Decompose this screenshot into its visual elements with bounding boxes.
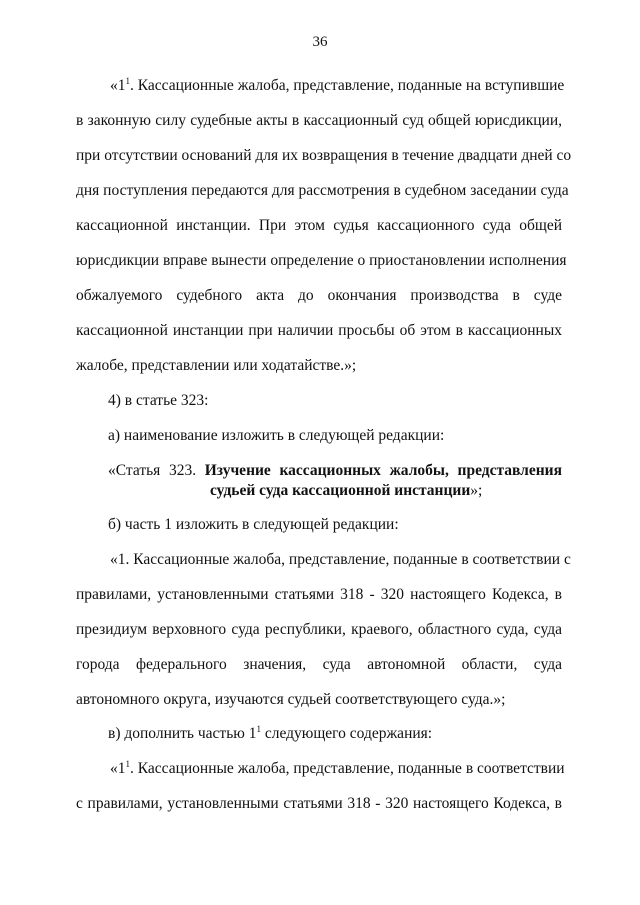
paragraph-1-line-7: обжалуемого судебного акта до окончания производства в суде [76,287,562,304]
article-heading-line-1 [108,461,562,481]
item-4-text: 4) в статье 323: [108,392,209,409]
paragraph-1-line-6: юрисдикции вправе вынести определение о приостановлении исполнения [76,252,567,269]
paragraph-1-line-8: кассационной инстанции при наличии просьбы об этом в кассационных [76,322,562,339]
paragraph-1-line-4: дня поступления передаются для рассмотрения в судебном заседании суда [76,182,569,199]
article-heading-suffix: »; [470,482,483,499]
part-1-line-1: «1. Кассационные жалоба, представление, поданные в соответствии с [110,551,571,568]
article-heading-title: Изучение кассационных жалобы, представления [204,462,563,479]
article-heading-title-cont: судьей суда кассационной инстанции [210,482,471,499]
paragraph-1-line-3: при отсутствии оснований для их возвращения в течение двадцати дней со [76,147,572,164]
final-paragraph-line-2: с правилами, установленными статьями 318 - 320 настоящего Кодекса, в [76,795,562,812]
article-heading-line-2 [210,481,562,501]
paragraph-1-line-2: в законную силу судебные акты в кассационный суд общей юрисдикции, [76,112,562,129]
part-1-line-3: президиум верховного суда республики, краевого, областного суда, суда [76,621,562,638]
item-a-text: а) наименование изложить в следующей редакции: [108,427,445,444]
page-number: 36 [312,34,328,50]
article-heading-prefix: «Статья 323. [108,462,197,479]
part-1-line-5: автономного округа, изучаются судьей соответствующего суда.»; [76,691,506,708]
part-1-line-4: города федерального значения, суда автономной области, суда [76,656,562,673]
item-v-text: в) дополнить частью $1^1$ следующего содержания: [108,723,433,742]
paragraph-1-line-9: жалобе, представлении или ходатайстве.»; [76,357,357,374]
item-b-text: б) часть 1 изложить в следующей редакции: [108,516,399,533]
paragraph-1-line-5: кассационной инстанции. При этом судья кассационного суда общей [76,217,562,234]
paragraph-1-line-1: «$1^1$. Кассационные жалоба, представление, поданные на вступившие [110,75,565,94]
part-1-line-2: правилами, установленными статьями 318 - 320 настоящего Кодекса, в [76,586,562,603]
final-paragraph-line-1: «$1^1$. Кассационные жалоба, представление, поданные в соответствии [110,758,565,777]
